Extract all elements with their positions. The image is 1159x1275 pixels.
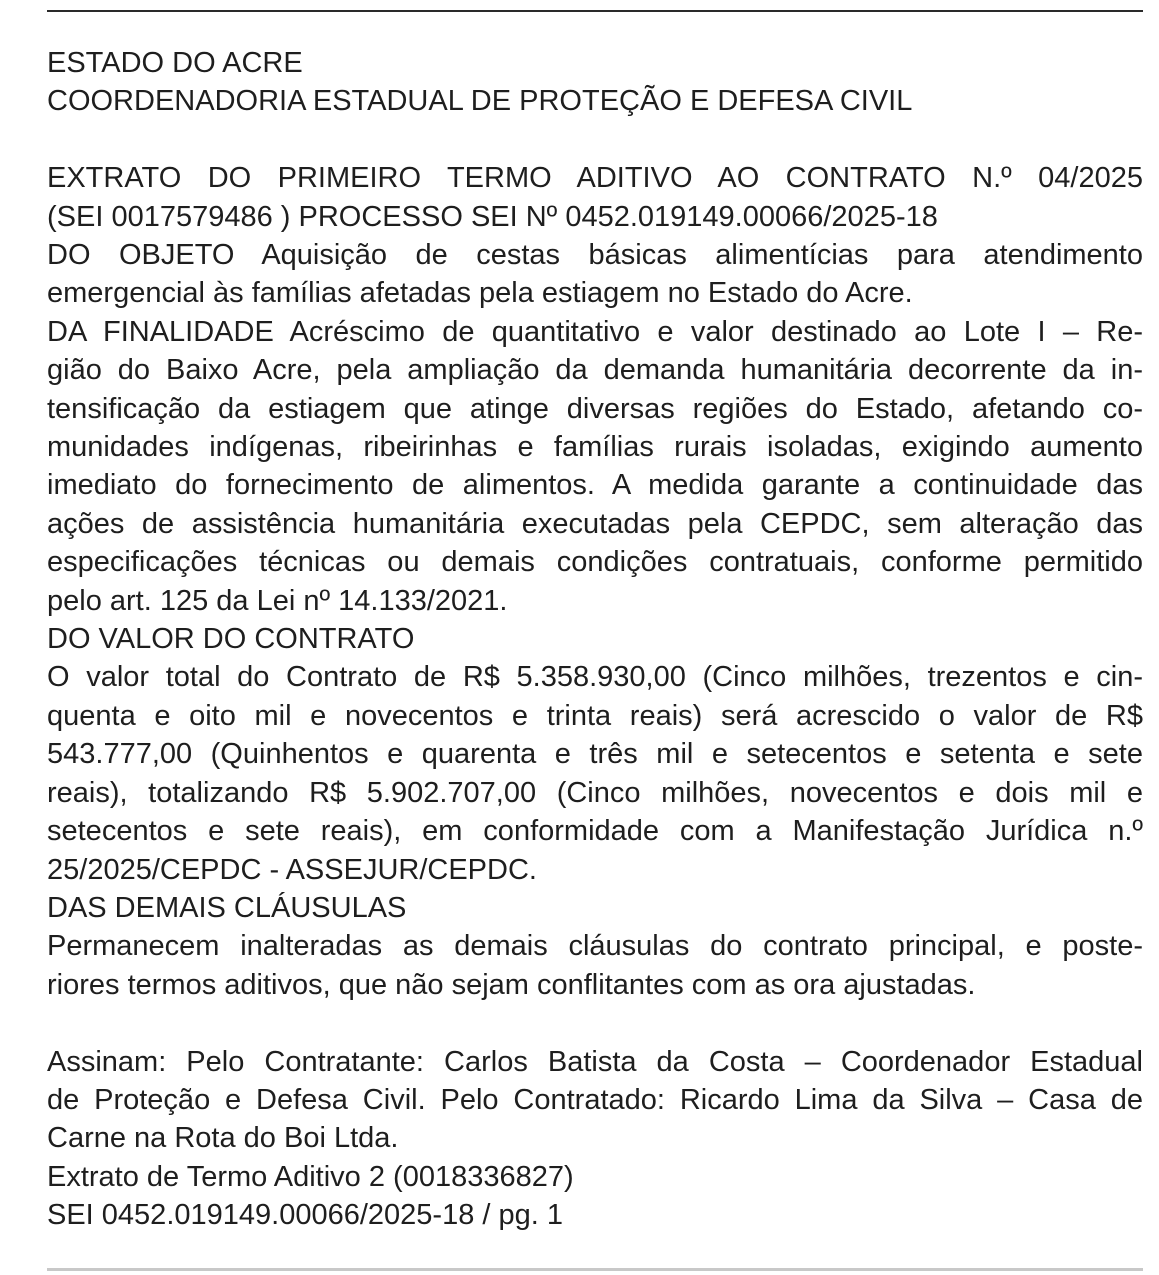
clauses-line: riores termos aditivos, que não sejam conflitantes com as ora ajustadas. (47, 968, 976, 1001)
purpose-line: tensificação da estiagem que atinge diversas regiões do Estado, afetando co- (47, 392, 1143, 425)
agency-name: COORDENADORIA ESTADUAL DE PROTEÇÃO E DEFESA CIVIL (47, 85, 913, 118)
value-line: O valor total do Contrato de R$ 5.358.930,00 (Cinco milhões, trezentos e cin- (47, 661, 1143, 694)
clauses-section (47, 889, 1143, 1004)
value-line: setecentos e sete reais), em conformidade com a Manifestação Jurídica n.º (47, 815, 1143, 848)
footer-block (47, 1158, 1143, 1235)
object-paragraph (47, 236, 1143, 313)
value-heading: DO VALOR DO CONTRATO (47, 623, 415, 656)
purpose-line: DA FINALIDADE Acréscimo de quantitativo e valor destinado ao Lote I – Re- (47, 315, 1143, 348)
extract-title (47, 159, 1143, 236)
clauses-heading: DAS DEMAIS CLÁUSULAS (47, 891, 407, 924)
header-block (47, 44, 1143, 121)
spacer (47, 121, 1143, 159)
purpose-paragraph (47, 313, 1143, 620)
purpose-line: ações de assistência humanitária executadas pela CEPDC, sem alteração das (47, 507, 1143, 540)
value-line: 25/2025/CEPDC - ASSEJUR/CEPDC. (47, 853, 537, 886)
purpose-line: pelo art. 125 da Lei nº 14.133/2021. (47, 584, 508, 617)
extract-process-line: (SEI 0017579486 ) PROCESSO SEI Nº 0452.019149.00066/2025-18 (47, 200, 938, 233)
footer-reference: Extrato de Termo Aditivo 2 (0018336827) (47, 1160, 574, 1193)
signature-line: Carne na Rota do Boi Ltda. (47, 1122, 399, 1155)
object-line: DO OBJETO Aquisição de cestas básicas alimentícias para atendimento (47, 239, 1143, 272)
value-line: 543.777,00 (Quinhentos e quarenta e três mil e setecentos e setenta e sete (47, 738, 1143, 771)
bottom-divider (47, 1268, 1143, 1271)
value-line: reais), totalizando R$ 5.902.707,00 (Cinco milhões, novecentos e dois mil e (47, 776, 1143, 809)
value-line: quenta e oito mil e novecentos e trinta reais) será acrescido o valor de R$ (47, 699, 1143, 732)
document-body (47, 44, 1143, 1235)
state-name: ESTADO DO ACRE (47, 47, 303, 79)
purpose-line: imediato do fornecimento de alimentos. A medida garante a continuidade das (47, 469, 1143, 502)
object-line: emergencial às famílias afetadas pela estiagem no Estado do Acre. (47, 277, 913, 310)
value-section (47, 620, 1143, 889)
signature-line: Assinam: Pelo Contratante: Carlos Batista da Costa – Coordenador Estadual (47, 1045, 1143, 1078)
clauses-line: Permanecem inalteradas as demais cláusulas do contrato principal, e poste- (47, 930, 1143, 963)
signature-line: de Proteção e Defesa Civil. Pelo Contratado: Ricardo Lima da Silva – Casa de (47, 1083, 1143, 1116)
signature-block (47, 1043, 1143, 1158)
purpose-line: munidades indígenas, ribeirinhas e famílias rurais isoladas, exigindo aumento (47, 431, 1143, 464)
extract-title-line: EXTRATO DO PRIMEIRO TERMO ADITIVO AO CONTRATO N.º 04/2025 (47, 162, 1143, 195)
top-divider (47, 10, 1143, 12)
spacer (47, 1004, 1143, 1042)
purpose-line: especificações técnicas ou demais condições contratuais, conforme permitido (47, 546, 1143, 579)
footer-page: SEI 0452.019149.00066/2025-18 / pg. 1 (47, 1199, 563, 1232)
purpose-line: gião do Baixo Acre, pela ampliação da demanda humanitária decorrente da in- (47, 354, 1143, 387)
